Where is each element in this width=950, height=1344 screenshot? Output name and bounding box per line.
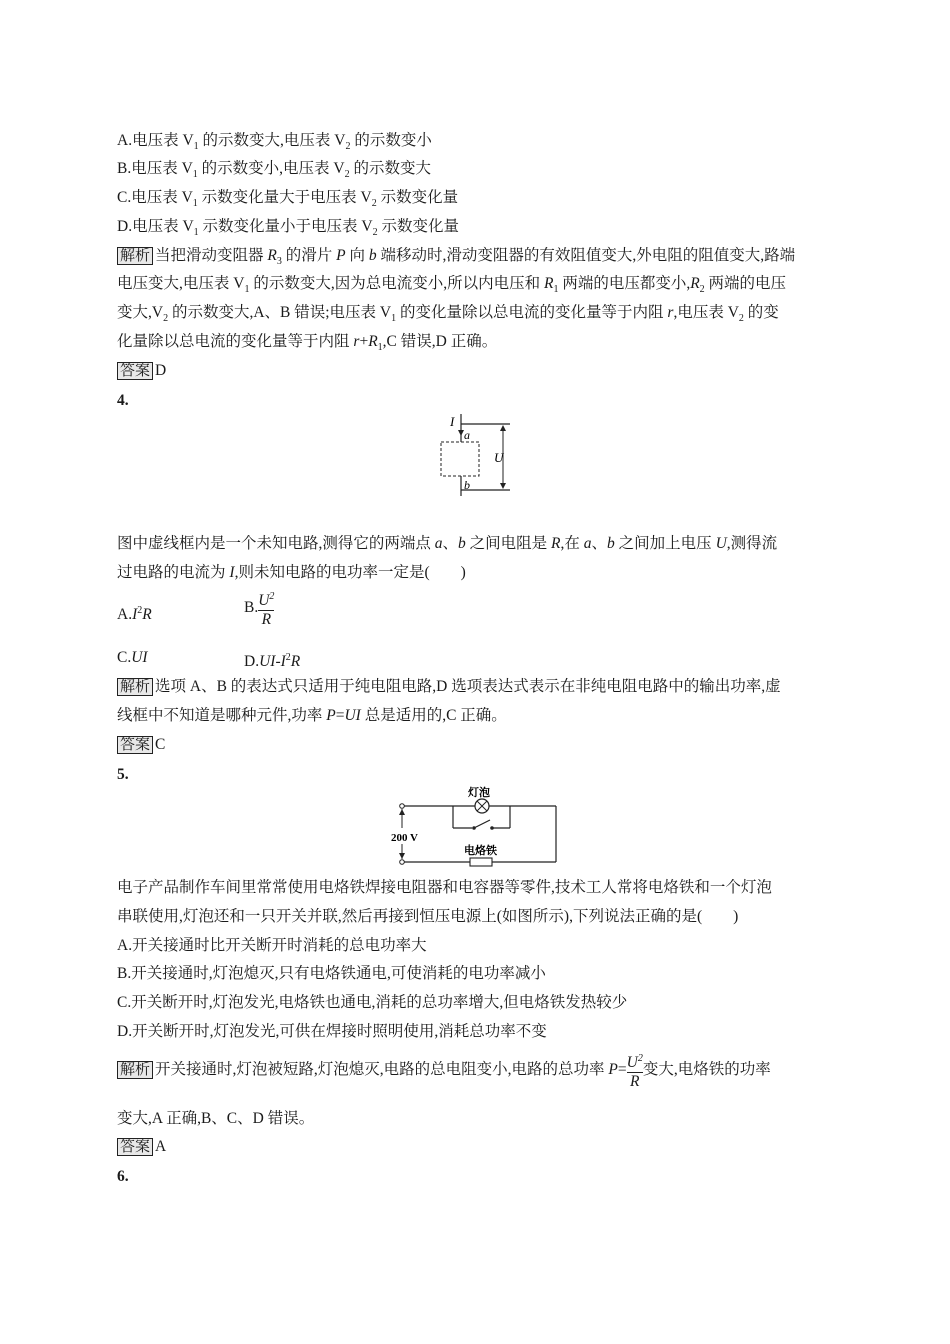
q5-stem-line-1: 电子产品制作车间里常常使用电烙铁焊接电阻器和电容器等零件,技术工人常将电烙铁和一个灯泡 xyxy=(117,879,772,896)
q5-answer xyxy=(117,1136,166,1158)
q3-answer xyxy=(117,360,166,382)
q3-analysis-line-1: 解析 当把滑动变阻器 $R_3$ 的滑片 P 向 b 端移动时,滑动变阻器的有效阻值变大,外电阻的阻值变大,路端 xyxy=(117,245,795,273)
q4-analysis-text-1: 选项 A、B 的表达式只适用于纯电阻电路,D 选项表达式表示在非纯电阻电路中的输出功率,虚 xyxy=(155,678,781,695)
q5-answer-value: A xyxy=(155,1138,167,1155)
analysis-tag: 解析 xyxy=(117,1061,153,1079)
analysis-tag: 解析 xyxy=(117,678,153,696)
q5-option-d: D.开关断开时,灯泡发光,可供在焊接时照明使用,消耗总功率不变 xyxy=(117,1023,547,1040)
q4-analysis-line-1 xyxy=(117,676,781,698)
q3-option-a: A.电压表 $V_1$ 的示数变大,电压表 $V_2$ 的示数变小 xyxy=(117,132,432,153)
q4-fig-label-b: b xyxy=(464,478,470,492)
q4-option-c: C.UI xyxy=(117,649,148,666)
q4-stem-line-2: 过电路的电流为 I,则未知电路的电功率一定是( ) xyxy=(117,564,466,581)
q4-fig-label-a: a xyxy=(464,428,470,442)
q5-option-a: A.开关接通时比开关断开时消耗的总电功率大 xyxy=(117,937,427,954)
q3-analysis-line-3: 变大$,V_2$ 的示数变大,A、B 错误;电压表 $V_1$ 的变化量除以总电流的变化量等于内阻 r,电压表 $V_2$ 的变 xyxy=(117,304,779,325)
q5-fig-label-voltage: 200 V xyxy=(391,832,418,844)
q4-answer-value: C xyxy=(155,736,166,753)
q4-option-d: $D.UI-I^2R$ xyxy=(244,652,301,671)
q3-option-b: B.电压表 $V_1$ 的示数变小,电压表 $V_2$ 的示数变大 xyxy=(117,160,432,181)
q5-fig-label-iron: 电烙铁 xyxy=(464,845,497,857)
q3-analysis-line-4: 化量除以总电流的变化量等于内阻 $r+R_1,C$ 错误,D 正确。 xyxy=(117,333,498,354)
q3-option-d: D.电压表 $V_1$ 示数变化量小于电压表 $V_2$ 示数变化量 xyxy=(117,218,459,239)
q4-fig-label-u: U xyxy=(494,450,504,465)
q5-analysis-line-2: 变大,A 正确,B、C、D 错误。 xyxy=(117,1110,315,1127)
answer-tag: 答案 xyxy=(117,362,153,380)
q4-number: 4. xyxy=(117,392,129,409)
answer-tag: 答案 xyxy=(117,1138,153,1156)
q3-option-c: C.电压表 $V_1$ 示数变化量大于电压表 $V_2$ 示数变化量 xyxy=(117,189,459,210)
q4-answer xyxy=(117,734,165,756)
q5-analysis-line-1: 解析 开关接通时,灯泡被短路,灯泡熄灭,电路的总电阻变小,电路的总功率 P= $\frac{U^2}{R}$ 变大,电烙铁的功率 xyxy=(117,1050,771,1091)
analysis-tag: 解析 xyxy=(117,247,153,265)
q4-analysis-line-2: 线框中不知道是哪种元件,功率 P=UI 总是适用的,C 正确。 xyxy=(117,707,507,724)
q6-number: 6. xyxy=(117,1168,129,1185)
q5-option-b: B.开关接通时,灯泡熄灭,只有电烙铁通电,可使消耗的电功率减小 xyxy=(117,965,546,982)
q5-number: 5. xyxy=(117,766,129,783)
q5-fig-label-bulb: 灯泡 xyxy=(468,787,490,799)
q4-circuit-figure xyxy=(430,410,530,500)
q4-option-a: $A.I^2R$ xyxy=(117,605,152,624)
q4-stem-line-1: 图中虚线框内是一个未知电路,测得它的两端点 a、b 之间电阻是 R,在 a、b 之间加上电压 U,测得流 xyxy=(117,535,778,552)
q5-option-c: C.开关断开时,灯泡发光,电烙铁也通电,消耗的总功率增大,但电烙铁发热较少 xyxy=(117,994,628,1011)
answer-tag: 答案 xyxy=(117,736,153,754)
q4-fig-label-current: I xyxy=(450,414,455,429)
q5-stem-line-2: 串联使用,灯泡还和一只开关并联,然后再接到恒压电源上(如图所示),下列说法正确的是( ) xyxy=(117,908,739,925)
q5-circuit-figure xyxy=(388,782,563,870)
q3-answer-value: D xyxy=(155,362,167,379)
q4-option-b: B. $\frac{U^2}{R}$ xyxy=(244,591,275,629)
q3-analysis-line-2: 电压变大,电压表 $V_1$ 的示数变大,因为总电流变小,所以内电压和 $R_1$ 两端的电压都变小$,R_2$ 两端的电压 xyxy=(117,275,787,296)
